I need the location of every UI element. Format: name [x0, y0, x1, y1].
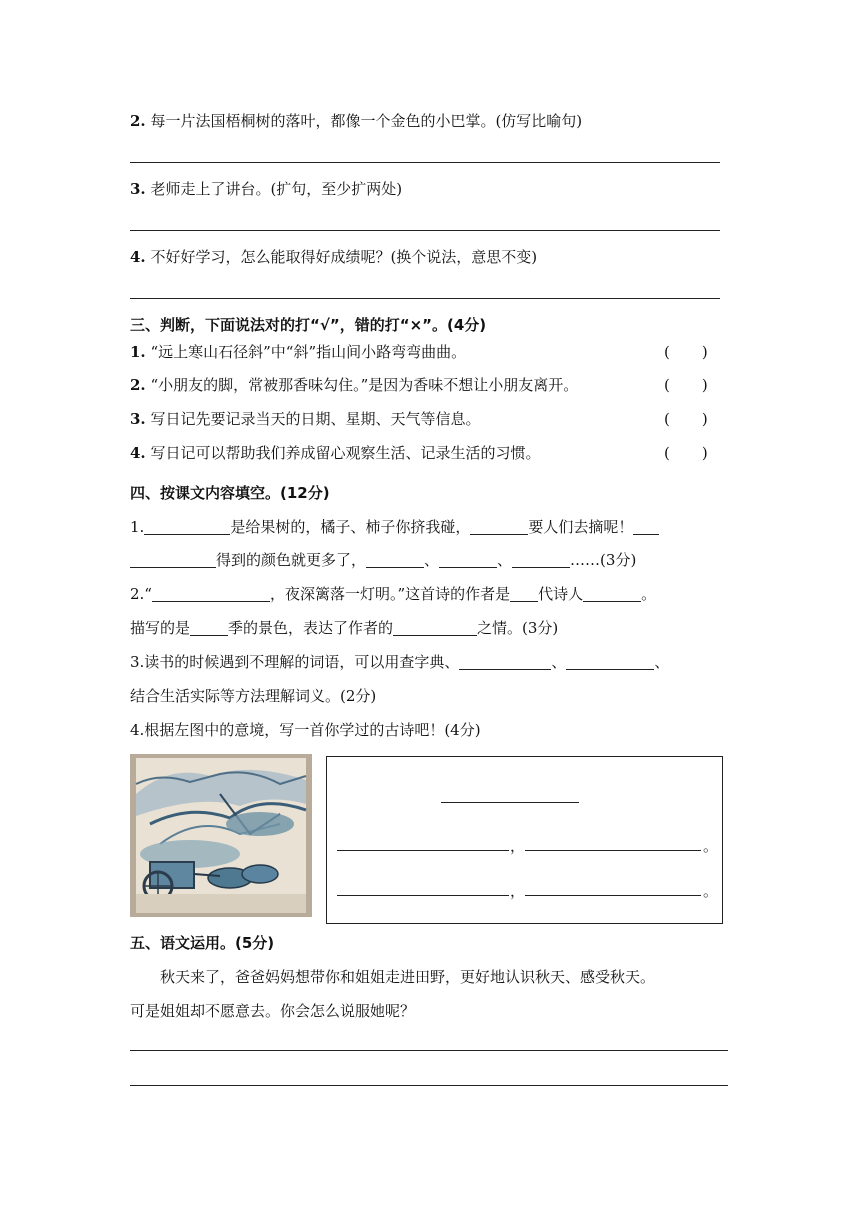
poem-comma: ，	[510, 837, 526, 855]
poem-line-2a[interactable]	[337, 895, 509, 896]
section5-para1: 秋天来了，爸爸妈妈想带你和姐姐走进田野，更好地认识秋天、感受秋天。	[160, 968, 656, 986]
poem-line-1b[interactable]	[525, 850, 701, 851]
blank[interactable]	[152, 585, 270, 602]
blank[interactable]	[144, 518, 230, 535]
section3-heading: 三、判断，下面说法对的打“√”，错的打“×”。(4分)	[130, 316, 487, 334]
fill-q1-line2: 得到的颜色就更多了， 、 、 ……(3分)	[130, 549, 636, 571]
blank[interactable]	[510, 585, 538, 602]
judge-item-1: 1. “远上寒山石径斜”中“斜”指山间小路弯弯曲曲。	[130, 343, 467, 361]
section4-heading: 四、按课文内容填空。(12分)	[130, 484, 330, 502]
judge-item-3: 3. 写日记先要记录当天的日期、星期、天气等信息。	[130, 410, 481, 428]
answer-line[interactable]	[130, 1085, 728, 1086]
fill-q4: 4.根据左图中的意境，写一首你学过的古诗吧！(4分)	[130, 721, 481, 739]
rewrite-item-4: 4. 不好好学习，怎么能取得好成绩呢？(换个说法，意思不变)	[130, 248, 538, 266]
rewrite-item-2: 2. 每一片法国梧桐树的落叶，都像一个金色的小巴掌。(仿写比喻句)	[130, 112, 583, 130]
answer-bracket[interactable]: ( )	[664, 343, 708, 361]
blank[interactable]	[583, 585, 641, 602]
poem-line-2b[interactable]	[525, 895, 701, 896]
answer-line[interactable]	[130, 230, 720, 231]
landscape-cart-image	[130, 754, 312, 917]
answer-line[interactable]	[130, 298, 720, 299]
poem-period: 。	[703, 837, 719, 855]
answer-line[interactable]	[130, 1050, 728, 1051]
rewrite-item-3: 3. 老师走上了讲台。(扩句，至少扩两处)	[130, 180, 403, 198]
fill-q3-line2: 结合生活实际等方法理解词义。(2分)	[130, 687, 377, 705]
blank[interactable]	[366, 551, 424, 568]
blank[interactable]	[439, 551, 497, 568]
fill-q3-line1: 3.读书的时候遇到不理解的词语，可以用查字典、 、 、	[130, 653, 670, 671]
fill-q2-line2: 描写的是 季的景色，表达了作者的 之情。(3分)	[130, 619, 559, 637]
blank[interactable]	[566, 653, 654, 670]
blank[interactable]	[130, 551, 216, 568]
answer-bracket[interactable]: ( )	[664, 444, 708, 462]
blank[interactable]	[459, 653, 551, 670]
poem-comma: ，	[510, 882, 526, 900]
answer-line[interactable]	[130, 162, 720, 163]
blank[interactable]	[190, 619, 228, 636]
answer-bracket[interactable]: ( )	[664, 376, 708, 394]
poem-answer-box	[326, 756, 723, 924]
blank[interactable]	[470, 518, 528, 535]
poem-illustration	[130, 754, 312, 917]
answer-bracket[interactable]: ( )	[664, 410, 708, 428]
judge-item-2: 2. “小朋友的脚，常被那香味勾住。”是因为香味不想让小朋友离开。	[130, 376, 579, 394]
section5-para2: 可是姐姐却不愿意去。你会怎么说服她呢？	[130, 1002, 416, 1020]
blank[interactable]	[512, 551, 570, 568]
poem-title-line[interactable]	[441, 802, 579, 803]
poem-period: 。	[703, 882, 719, 900]
fill-q1-line1: 1. 是给果树的，橘子、柿子你挤我碰， 要人们去摘呢！	[130, 516, 659, 538]
section5-heading: 五、语文运用。(5分)	[130, 934, 275, 952]
fill-q2-line1: 2.“ ，夜深篱落一灯明。”这首诗的作者是 代诗人 。	[130, 585, 657, 603]
blank[interactable]	[633, 518, 659, 535]
judge-item-4: 4. 写日记可以帮助我们养成留心观察生活、记录生活的习惯。	[130, 444, 541, 462]
blank[interactable]	[393, 619, 477, 636]
poem-line-1a[interactable]	[337, 850, 509, 851]
